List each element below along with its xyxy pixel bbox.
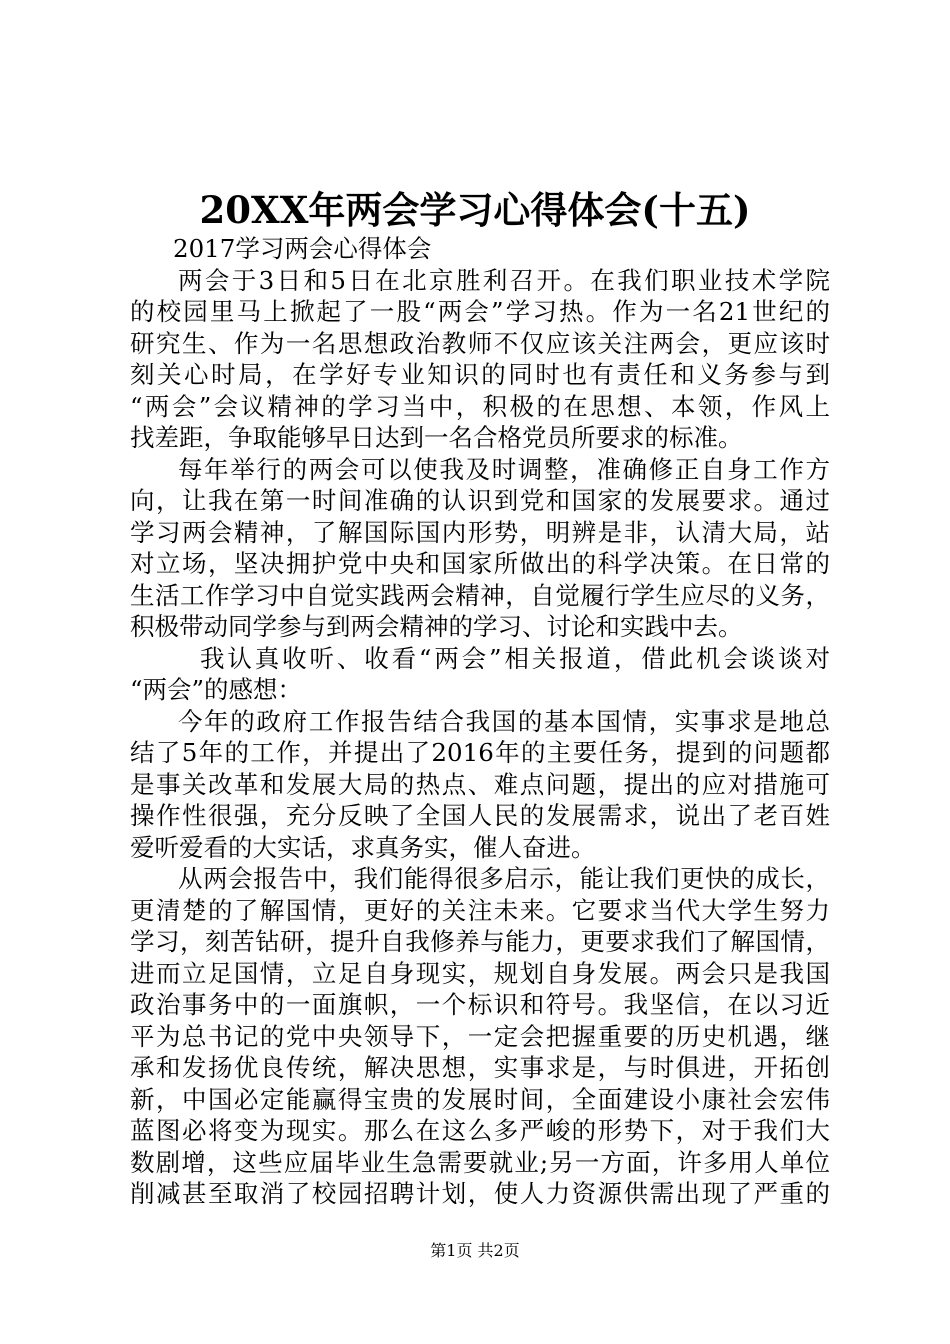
- body-line: 平为总书记的党中央领导下，一定会把握重要的历史机遇，继: [130, 1021, 830, 1051]
- body-line: 是事关改革和发展大局的热点、难点问题，提出的应对措施可: [130, 769, 830, 799]
- body-line: 政治事务中的一面旗帜，一个标识和符号。我坚信，在以习近: [130, 990, 830, 1019]
- body-line: 今年的政府工作报告结合我国的基本国情，实事求是地总: [178, 706, 830, 736]
- body-line: 两会于3日和5日在北京胜利召开。在我们职业技术学院: [178, 265, 830, 295]
- body-line: 研究生、作为一名思想政治教师不仅应该关注两会，更应该时: [130, 328, 830, 358]
- body-line: 数剧增，这些应届毕业生急需要就业;另一方面，许多用人单位: [130, 1147, 830, 1177]
- body-line: 操作性很强，充分反映了全国人民的发展需求，说出了老百姓: [130, 801, 830, 830]
- body-line: 每年举行的两会可以使我及时调整，准确修正自身工作方: [178, 454, 830, 484]
- body-line: 结了5年的工作，并提出了2016年的主要任务，提到的问题都: [130, 738, 830, 767]
- body-line: 积极带动同学参与到两会精神的学习、讨论和实践中去。: [130, 612, 743, 641]
- body-line: 学习两会精神，了解国际国内形势，明辨是非，认清大局，站: [130, 517, 830, 547]
- body-line: 我认真收听、收看“两会”相关报道，借此机会谈谈对: [200, 643, 830, 673]
- body-line: 生活工作学习中自觉实践两会精神，自觉履行学生应尽的义务，: [130, 580, 830, 610]
- body-line: “两会”的感想：: [130, 675, 303, 704]
- document-title: 20XX年两会学习心得体会(十五): [199, 188, 751, 232]
- body-line: 向，让我在第一时间准确的认识到党和国家的发展要求。通过: [130, 486, 830, 515]
- body-line: 学习，刻苦钻研，提升自我修养与能力，更要求我们了解国情，: [130, 927, 830, 956]
- body-line: 更清楚的了解国情，更好的关注未来。它要求当代大学生努力: [130, 895, 830, 925]
- page-footer: 第1页 共2页: [430, 1241, 520, 1260]
- body-line: 新，中国必定能赢得宝贵的发展时间，全面建设小康社会宏伟: [130, 1084, 830, 1114]
- body-line: “两会”会议精神的学习当中，积极的在思想、本领，作风上: [130, 391, 830, 421]
- body-line: 对立场，坚决拥护党中央和国家所做出的科学决策。在日常的: [130, 549, 830, 578]
- body-line: 找差距，争取能够早日达到一名合格党员所要求的标准。: [130, 423, 743, 452]
- body-line: 爱听爱看的大实话，求真务实，催人奋进。: [130, 832, 596, 862]
- body-line: 蓝图必将变为现实。那么在这么多严峻的形势下，对于我们大: [130, 1116, 830, 1145]
- body-line: 进而立足国情，立足自身现实，规划自身发展。两会只是我国: [130, 958, 830, 988]
- body-line: 削减甚至取消了校园招聘计划，使人力资源供需出现了严重的: [130, 1179, 830, 1208]
- body-line: 从两会报告中，我们能得很多启示，能让我们更快的成长，: [178, 864, 830, 893]
- body-line: 2017学习两会心得体会: [173, 234, 432, 263]
- body-line: 承和发扬优良传统，解决思想，实事求是，与时俱进，开拓创: [130, 1053, 830, 1082]
- body-line: 的校园里马上掀起了一股“两会”学习热。作为一名21世纪的: [130, 297, 830, 326]
- document-body: [130, 233, 830, 1210]
- body-line: 刻关心时局，在学好专业知识的同时也有责任和义务参与到: [130, 360, 830, 389]
